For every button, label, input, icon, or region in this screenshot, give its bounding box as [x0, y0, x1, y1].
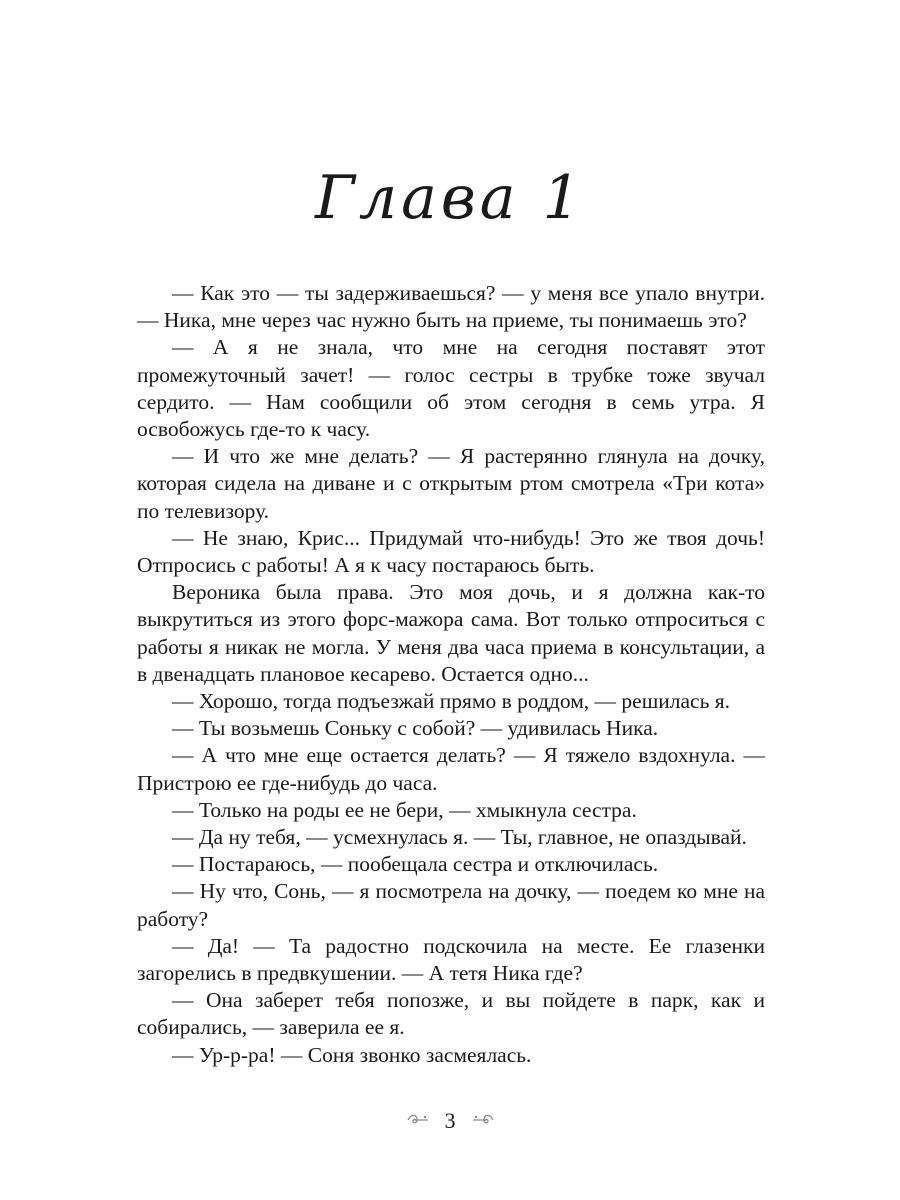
paragraph: — Постараюсь, — пообещала сестра и отключилась. [172, 852, 659, 877]
paragraph: — А я не знала, что мне на сегодня поставят этот промежуточный зачет! — голос сестры в трубке тоже звучал сердито. — Нам сообщили об этом сегодня в семь утра. Я освобожусь где-то к часу. [137, 335, 765, 442]
paragraph: — Только на роды ее не бери, — хмыкнула сестра. [172, 797, 637, 822]
paragraph: — Хорошо, тогда подъезжай прямо в роддом, — решилась я. [172, 689, 731, 714]
page-footer [0, 1108, 900, 1134]
paragraph: — Ур-р-ра! — Соня звонко засмеялась. [172, 1042, 532, 1067]
page-number: 3 [444, 1108, 456, 1133]
paragraph: — Не знаю, Крис... Придумай что-нибудь! Это же твоя дочь! Отпросись с работы! А я к часу постараюсь быть. [137, 525, 765, 578]
paragraph: — Ты возьмешь Соньку с собой? — удивилась Ника. [172, 716, 659, 741]
paragraph: — А что мне еще остается делать? — Я тяжело вздохнула. — Пристрою ее где-нибудь до часа. [137, 743, 765, 795]
paragraph: — Она заберет тебя попозже, и вы пойдете в парк, как и собирались, — заверила ее я. [137, 988, 765, 1040]
paragraph: Вероника была права. Это моя дочь, и я должна как-то выкрутиться из этого форс-мажора сама. Вот только отпроситься с работы я никак не могла. У меня два часа приема в консультации, а в двенадцать плановое кесарево. Остается одно... [137, 580, 765, 686]
paragraph: — Ну что, Сонь, — я посмотрела на дочку, — поедем ко мне на работу? [137, 879, 765, 931]
paragraph: — Да ну тебя, — усмехнулась я. — Ты, главное, не опаздывай. [172, 825, 747, 850]
chapter-title: Глава 1 [315, 163, 585, 233]
paragraph: — И что же мне делать? — Я растерянно глянула на дочку, которая сидела на диване и с открытым ртом смотрела «Три кота» по телевизору. [137, 444, 765, 523]
scroll-ornament-right-icon [472, 1111, 494, 1132]
scroll-ornament-left-icon [407, 1111, 429, 1132]
chapter-body [137, 280, 765, 1069]
paragraph: — Да! — Та радостно подскочила на месте. Ее глазенки загорелись в предвкушении. — А тетя Ника где? [137, 933, 765, 986]
paragraph: — Как это — ты задерживаешься? — у меня все упало внутри. — Ника, мне через час нужно быть на приеме, ты понимаешь это? [137, 281, 765, 333]
